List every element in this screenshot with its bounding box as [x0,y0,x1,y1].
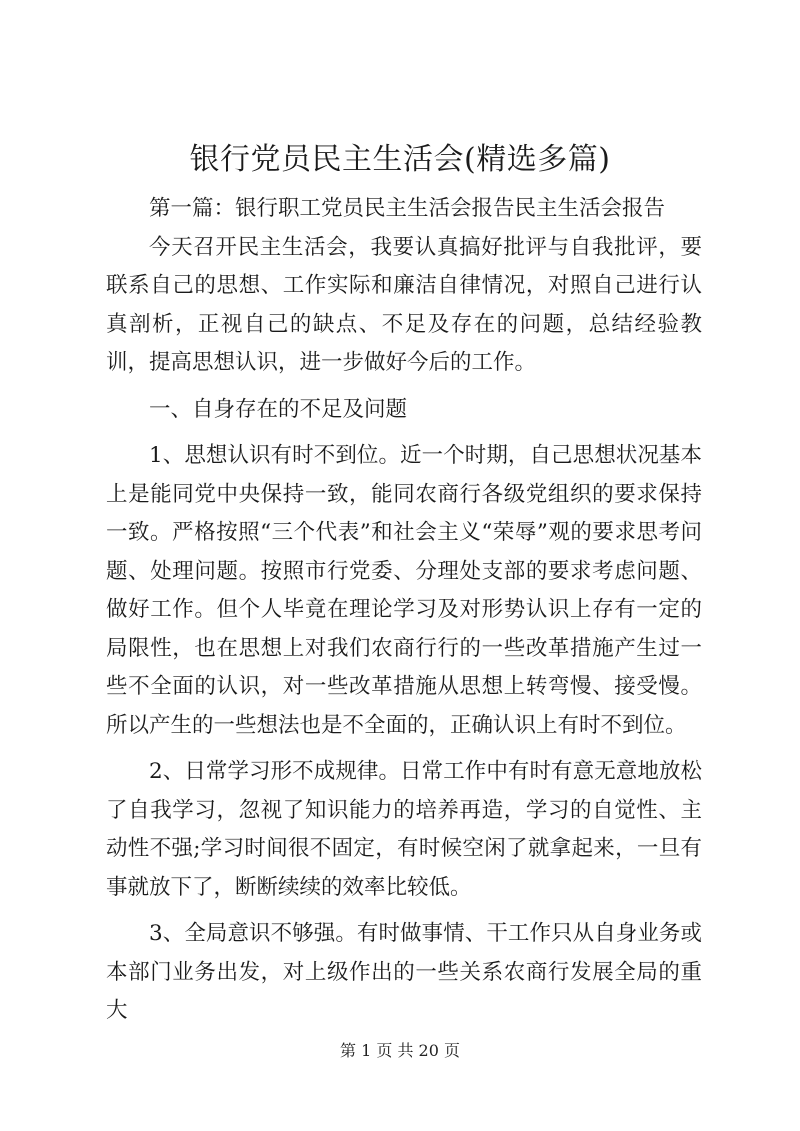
section-heading: 一、自身存在的不足及问题 [149,396,408,422]
paragraph: 2、日常学习形不成规律。日常工作中有时有意无意地放松了自我学习，忽视了知识能力的培养再造，学习的自觉性、主动性不强;学习时间很不固定，有时候空闲了就拿起来，一旦有事就放下了，断断续续的效率比较低。 [106,759,702,900]
chapter-heading: 第一篇：银行职工党员民主生活会报告民主生活会报告 [149,196,666,221]
paragraph: 3、全局意识不够强。有时做事情、干工作只从自身业务或本部门业务出发，对上级作出的一些关系农商行发展全局的重大 [106,921,702,1023]
paragraph: 今天召开民主生活会，我要认真搞好批评与自我批评，要联系自己的思想、工作实际和廉洁自律情况，对照自己进行认真剖析，正视自己的缺点、不足及存在的问题，总结经验教训，提高思想认识，进一步做好今后的工作。 [106,234,702,375]
document-title: 银行党员民主生活会(精选多篇) [189,142,611,177]
page-number: 第 1 页 共 20 页 [340,1041,460,1060]
document-body [106,190,702,1031]
paragraph: 1、思想认识有时不到位。近一个时期，自己思想状况基本上是能同党中央保持一致，能同农商行各级党组织的要求保持一致。严格按照“三个代表”和社会主义“荣辱”观的要求思考问题、处理问题。按照市行党委、分理处支部的要求考虑问题、做好工作。但个人毕竟在理论学习及对形势认识上存有一定的局限性，也在思想上对我们农商行行的一些改革措施产生过一些不全面的认识，对一些改革措施从思想上转弯慢、接受慢。所以产生的一些想法也是不全面的，正确认识上有时不到位。 [106,443,702,738]
